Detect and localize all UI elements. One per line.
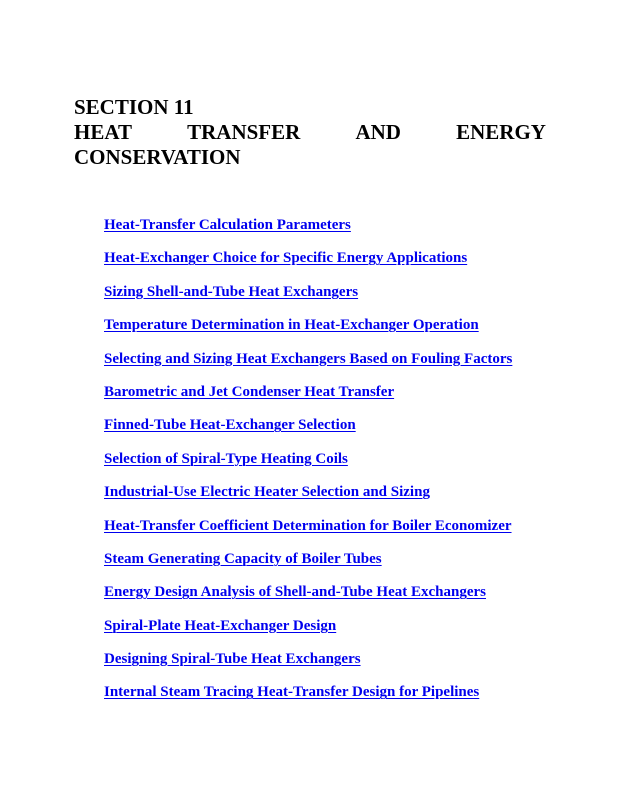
- toc-item: [104, 616, 512, 649]
- toc-link-spiral-heating-coils[interactable]: Selection of Spiral-Type Heating Coils: [104, 450, 348, 467]
- section-title-word: TRANSFER: [187, 120, 301, 144]
- toc-item: [104, 282, 512, 315]
- toc-item: [104, 315, 512, 348]
- table-of-contents: [104, 215, 512, 716]
- section-title-word: HEAT: [74, 120, 132, 144]
- toc-item: [104, 349, 512, 382]
- toc-link-boiler-tubes-capacity[interactable]: Steam Generating Capacity of Boiler Tubes: [104, 550, 382, 567]
- toc-item: [104, 582, 512, 615]
- section-title-line-2: CONSERVATION: [74, 145, 241, 169]
- toc-item: [104, 415, 512, 448]
- toc-item: [104, 248, 512, 281]
- toc-link-finned-tube-selection[interactable]: Finned-Tube Heat-Exchanger Selection: [104, 417, 356, 434]
- section-number: SECTION 11: [74, 95, 194, 119]
- toc-link-steam-tracing-pipelines[interactable]: Internal Steam Tracing Heat-Transfer Design for Pipelines: [104, 684, 480, 701]
- toc-item: [104, 382, 512, 415]
- toc-link-spiral-tube-design[interactable]: Designing Spiral-Tube Heat Exchangers: [104, 651, 361, 668]
- section-title-word: AND: [355, 120, 401, 144]
- toc-item: [104, 482, 512, 515]
- toc-item: [104, 682, 512, 715]
- toc-item: [104, 215, 512, 248]
- toc-item: [104, 516, 512, 549]
- toc-link-boiler-economizer[interactable]: Heat-Transfer Coefficient Determination for Boiler Economizer: [104, 517, 512, 534]
- toc-link-heat-transfer-calculation-parameters[interactable]: Heat-Transfer Calculation Parameters: [104, 217, 351, 233]
- toc-link-temperature-determination[interactable]: Temperature Determination in Heat-Exchanger Operation: [104, 317, 479, 334]
- toc-link-spiral-plate-design[interactable]: Spiral-Plate Heat-Exchanger Design: [104, 617, 337, 634]
- toc-link-sizing-shell-and-tube[interactable]: Sizing Shell-and-Tube Heat Exchangers: [104, 283, 359, 300]
- section-heading: [74, 95, 546, 170]
- toc-link-fouling-factors[interactable]: Selecting and Sizing Heat Exchangers Based on Fouling Factors: [104, 350, 513, 367]
- toc-link-heat-exchanger-choice[interactable]: Heat-Exchanger Choice for Specific Energy Applications: [104, 250, 468, 267]
- section-title-line-1: [74, 120, 546, 145]
- toc-item: [104, 649, 512, 682]
- section-title-word: ENERGY: [456, 120, 546, 144]
- toc-item: [104, 449, 512, 482]
- toc-link-electric-heater-selection[interactable]: Industrial-Use Electric Heater Selection and Sizing: [104, 484, 430, 501]
- toc-item: [104, 549, 512, 582]
- toc-link-energy-design-analysis[interactable]: Energy Design Analysis of Shell-and-Tube Heat Exchangers: [104, 584, 486, 601]
- toc-link-barometric-jet-condenser[interactable]: Barometric and Jet Condenser Heat Transfer: [104, 383, 395, 400]
